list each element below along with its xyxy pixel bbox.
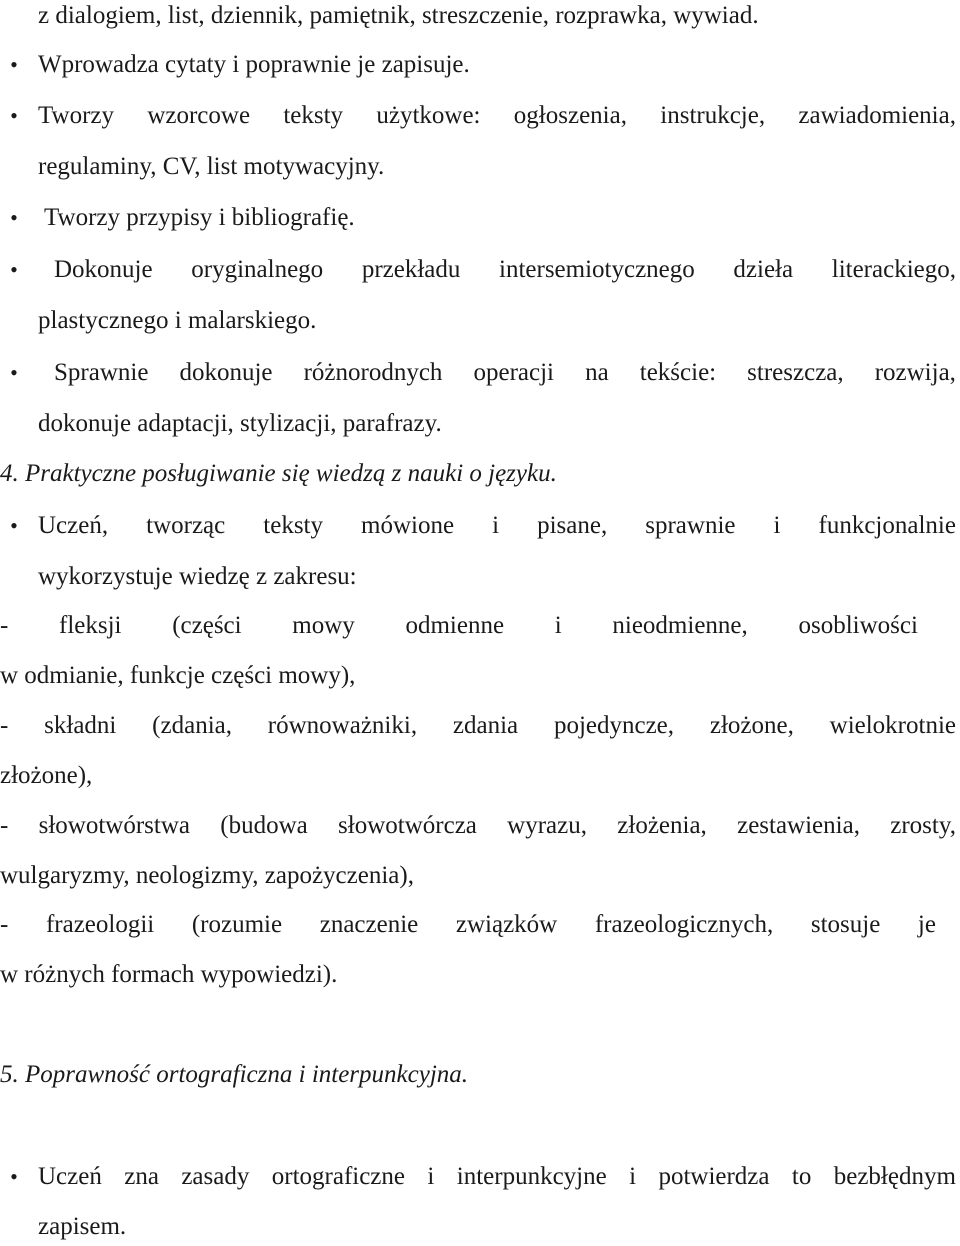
word: Uczeń [38,1163,102,1190]
text-line: wulgaryzmy, neologizmy, zapożyczenia), [0,862,414,889]
word: złożone, [709,712,794,739]
text-line: złożone), [0,762,93,789]
text-line: zapisem. [38,1213,127,1240]
word: - [0,812,9,839]
word: intersemiotycznego [499,256,695,283]
word: teksty [283,102,344,129]
word: stosuje [810,911,881,938]
word: instrukcje, [660,102,766,129]
section-heading: 4. Praktyczne posługiwanie się wiedzą z nauki o języku. [0,460,557,487]
bullet-icon: • [10,205,18,230]
word: sprawnie [645,512,736,539]
word: - [0,612,9,639]
word: interpunkcyjne [456,1163,607,1190]
bullet-icon: • [10,257,18,282]
list-item: Tworzy przypisy i bibliografię. [44,204,355,231]
word: zrosty, [890,812,956,839]
word: Dokonuje [54,256,153,283]
word: zestawienia, [737,812,860,839]
word: różnorodnych [303,359,443,386]
word: - [0,712,9,739]
word: znaczenie [319,911,419,938]
list-item [38,99,956,133]
word: - [0,911,9,938]
word: zasady [181,1163,250,1190]
word: słowotwórcza [338,812,477,839]
word: zdania [452,712,519,739]
word: mówione [361,512,455,539]
list-item [38,509,956,543]
word: to [791,1163,812,1190]
word: potwierdza [658,1163,770,1190]
word: tworząc [146,512,226,539]
word: osobliwości [798,612,918,639]
word: Sprawnie [54,359,149,386]
word: dzieła [733,256,794,283]
word: oryginalnego [191,256,324,283]
word: związków [455,911,558,938]
word: zawiadomienia, [798,102,956,129]
list-item [38,1160,956,1194]
word: równoważniki, [267,712,418,739]
word: nieodmienne, [612,612,748,639]
word: odmienne [405,612,505,639]
word: pisane, [537,512,608,539]
section-heading: 5. Poprawność ortograficzna i interpunkcyjna. [0,1061,469,1088]
dash-item [0,609,918,643]
word: (zdania, [152,712,232,739]
word: bezbłędnym [833,1163,956,1190]
word: wzorcowe [147,102,251,129]
word: i [773,512,781,539]
word: ortograficzne [271,1163,406,1190]
word: mowy [292,612,355,639]
text-line: z dialogiem, list, dziennik, pamiętnik, streszczenie, rozprawka, wywiad. [38,2,759,29]
word: (budowa [220,812,308,839]
word: Tworzy [38,102,115,129]
word: pojedyncze, [553,712,675,739]
word: na [585,359,609,386]
list-item: Wprowadza cytaty i poprawnie je zapisuje. [38,51,470,78]
bullet-icon: • [10,513,18,538]
word: i [554,612,562,639]
text-line: w różnych formach wypowiedzi). [0,961,338,988]
word: operacji [473,359,555,386]
word: użytkowe: [376,102,481,129]
word: (rozumie [191,911,283,938]
word: ogłoszenia, [513,102,627,129]
dash-item [0,908,936,942]
bullet-icon: • [10,103,18,128]
word: zna [124,1163,159,1190]
word: teksty [263,512,323,539]
word: i [629,1163,637,1190]
text-line: w odmianie, funkcje części mowy), [0,662,356,689]
word: streszcza, [747,359,844,386]
text-line: dokonuje adaptacji, stylizacji, parafrazy. [38,410,442,437]
bullet-icon: • [10,52,18,77]
word: i [492,512,500,539]
word: frazeologii [45,911,155,938]
word: fleksji [59,612,122,639]
word: funkcjonalnie [818,512,956,539]
bullet-icon: • [10,360,18,385]
word: słowotwórstwa [38,812,190,839]
word: wyrazu, [507,812,587,839]
word: frazeologicznych, [594,911,774,938]
word: rozwija, [874,359,956,386]
word: składni [44,712,117,739]
text-line: wykorzystuje wiedzę z zakresu: [38,563,357,590]
dash-item [0,809,956,843]
word: Uczeń, [38,512,109,539]
word: dokonuje [179,359,273,386]
text-line: plastycznego i malarskiego. [38,307,317,334]
text-line: regulaminy, CV, list motywacyjny. [38,153,385,180]
word: złożenia, [617,812,707,839]
word: je [917,911,936,938]
word: tekście: [639,359,717,386]
word: wielokrotnie [829,712,956,739]
list-item [54,253,956,287]
word: przekładu [361,256,461,283]
word: i [427,1163,435,1190]
word: (części [172,612,242,639]
word: literackiego, [831,256,956,283]
bullet-icon: • [10,1164,18,1189]
list-item [54,356,956,390]
dash-item [0,709,956,743]
